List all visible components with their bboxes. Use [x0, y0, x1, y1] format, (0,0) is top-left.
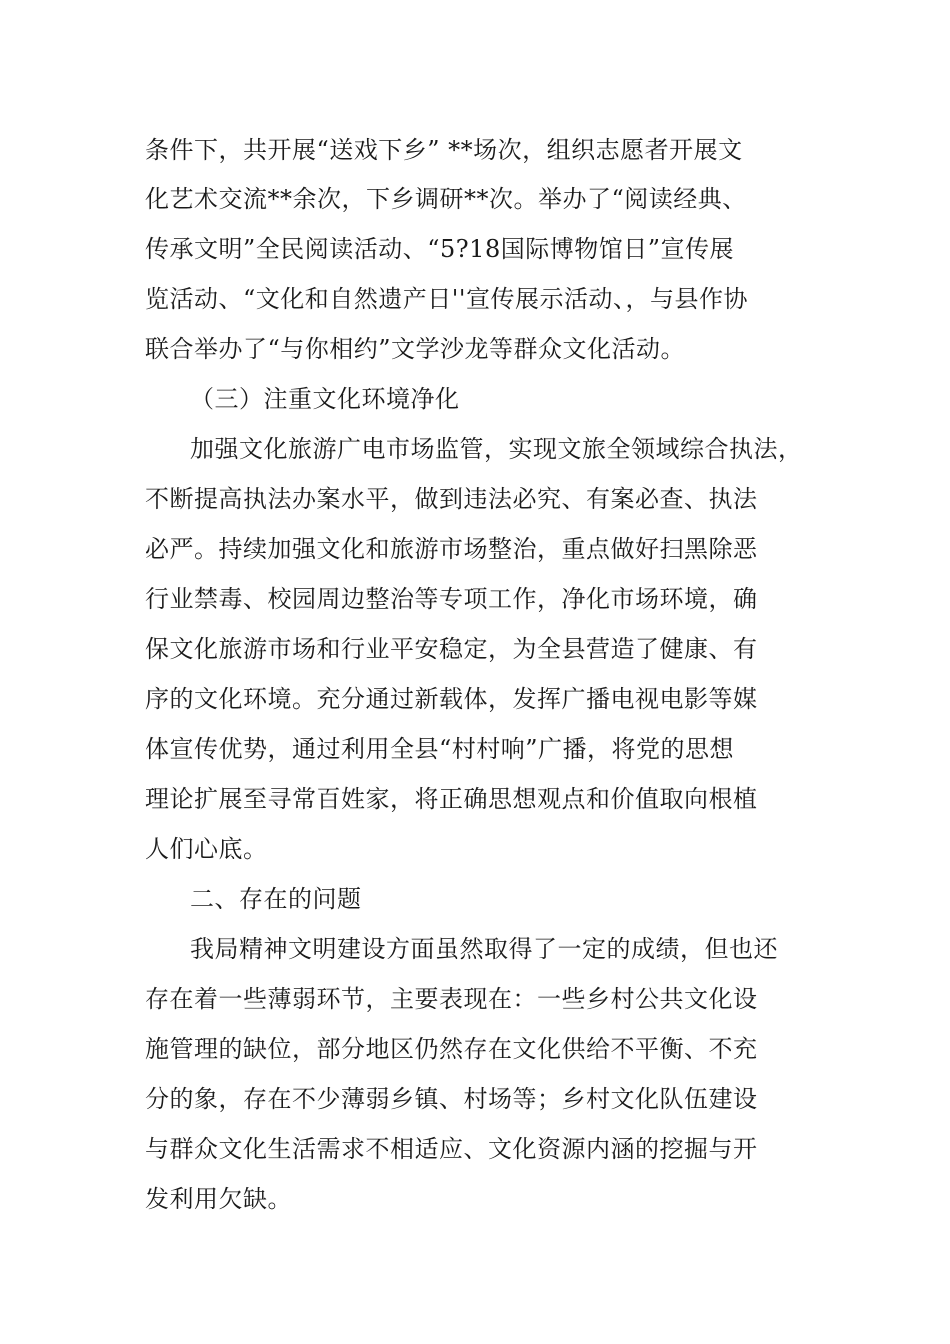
text-line: 保文化旅游市场和行业平安稳定，为全县营造了健康、有 [145, 635, 758, 663]
text-line: 施管理的缺位，部分地区仍然存在文化供给不平衡、不充 [145, 1035, 758, 1063]
text-line: 体宣传优势，通过利用全县“村村响”广播，将党的思想 [145, 735, 735, 763]
paragraph-first-line: 加强文化旅游广电市场监管，实现文旅全领域综合执法， [190, 435, 803, 463]
text-line: 与群众文化生活需求不相适应、文化资源内涵的挖掘与开 [145, 1135, 758, 1163]
text-line: 分的象，存在不少薄弱乡镇、村场等；乡村文化队伍建设 [145, 1085, 758, 1113]
text-line: 传承文明”全民阅读活动、“5?18国际博物馆日”宣传展 [145, 235, 734, 263]
text-line: 不断提高执法办案水平，做到违法必究、有案必查、执法 [145, 485, 758, 513]
text-line: 序的文化环境。充分通过新载体，发挥广播电视电影等媒 [145, 685, 758, 713]
text-line: 行业禁毒、校园周边整治等专项工作，净化市场环境，确 [145, 585, 758, 613]
text-line: 存在着一些薄弱环节，主要表现在：一些乡村公共文化设 [145, 985, 758, 1013]
text-line: 条件下，共开展“送戏下乡” **场次，组织志愿者开展文 [145, 136, 743, 164]
text-line: 必严。持续加强文化和旅游市场整治，重点做好扫黑除恶 [145, 535, 758, 563]
section-heading: （三）注重文化环境净化 [190, 385, 460, 413]
text-line: 发利用欠缺。 [145, 1185, 292, 1213]
text-line: 理论扩展至寻常百姓家，将正确思想观点和价值取向根植 [145, 785, 758, 813]
text-line: 览活动、“文化和自然遗产日''宣传展示活动、，与县作协 [145, 285, 748, 313]
paragraph-first-line: 我局精神文明建设方面虽然取得了一定的成绩，但也还 [190, 935, 778, 963]
text-line: 联合举办了“与你相约”文学沙龙等群众文化活动。 [145, 335, 686, 363]
section-heading: 二、存在的问题 [190, 885, 362, 913]
text-line: 化艺术交流**余次，下乡调研**次。举办了“阅读经典、 [145, 185, 747, 213]
text-line: 人们心底。 [145, 835, 268, 863]
